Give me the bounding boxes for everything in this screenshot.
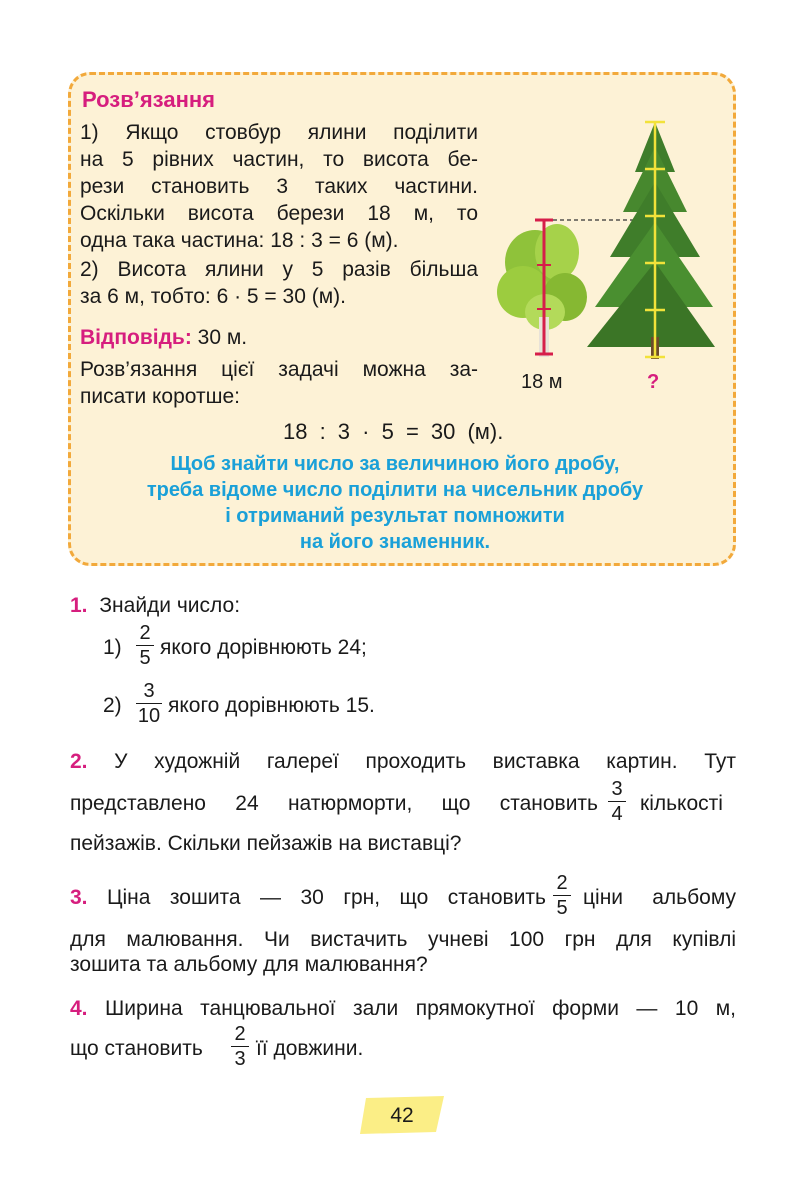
step1-line3: рези становить 3 таких частини.	[80, 175, 478, 198]
step2-line1: 2) Висота ялини у 5 разів більша	[80, 258, 478, 281]
step1-line5: одна така частина: 18 : 3 = 6 (м).	[80, 229, 399, 252]
short-intro-line1: Розв’язання цієї задачі можна за-	[80, 358, 478, 381]
step1-line2: на 5 рівних частин, то висота бе-	[80, 148, 478, 171]
spruce-tree	[587, 122, 715, 359]
fraction-bar	[608, 801, 626, 802]
birch-label: 18 м	[521, 371, 563, 393]
task2-line2a: представлено 24 натюрморти, що становить	[70, 792, 598, 815]
task1	[70, 592, 240, 620]
task2-number: 2.	[70, 750, 88, 773]
spruce-label: ?	[647, 371, 660, 393]
task4-number: 4.	[70, 997, 88, 1020]
fraction-numerator: 2	[556, 872, 568, 894]
trees-illustration	[495, 112, 715, 372]
task3-line1a-text: Ціна зошита — 30 грн, що становить	[106, 886, 546, 909]
step2-line2: за 6 м, тобто: 6 · 5 = 30 (м).	[80, 285, 346, 308]
task2-fraction	[608, 778, 626, 825]
fraction-bar	[136, 645, 154, 646]
rule-line1: Щоб знайти число за величиною його дробу,	[170, 453, 620, 475]
task3-line1b: ціни альбому	[583, 886, 736, 909]
fraction-bar	[553, 895, 571, 896]
fraction-denominator: 3	[234, 1048, 246, 1070]
task1-item2-text: якого дорівнюють 15.	[168, 694, 375, 717]
task2-line1-text: У художній галереї проходить виставка картин. Тут	[114, 750, 736, 773]
fraction-bar	[136, 703, 162, 704]
task1-item1-text: якого дорівнюють 24;	[160, 636, 367, 659]
task3-fraction	[553, 872, 571, 919]
solution-heading: Розв’язання	[82, 87, 215, 112]
task1-item2-label: 2)	[103, 694, 122, 717]
fraction-numerator: 3	[143, 680, 155, 702]
task4-line2b: її довжини.	[256, 1037, 364, 1060]
fraction-numerator: 2	[139, 622, 151, 644]
short-formula: 18 : 3 · 5 = 30 (м).	[283, 419, 504, 444]
step1-line1: 1) Якщо стовбур ялини поділити	[80, 121, 478, 144]
rule-line4: на його знаменник.	[299, 531, 491, 553]
fraction-bar	[231, 1046, 249, 1047]
task1-text: Знайди число:	[99, 594, 241, 617]
fraction-denominator: 5	[139, 647, 151, 669]
task1-number: 1.	[70, 594, 88, 617]
answer-label: Відповідь:	[80, 326, 192, 349]
answer-value: 30 м.	[197, 326, 248, 349]
task4-line1-text: Ширина танцювальної зали прямокутної форми — 10 м,	[105, 997, 736, 1020]
task4-fraction	[231, 1023, 249, 1070]
answer	[80, 324, 247, 352]
fraction-numerator: 3	[611, 778, 623, 800]
task2-line3: пейзажів. Скільки пейзажів на виставці?	[70, 832, 462, 855]
task3-line1a	[70, 884, 546, 912]
step1-line4: Оскільки висота берези 18 м, то	[80, 202, 478, 225]
task2-line1	[70, 748, 736, 776]
task3-number: 3.	[70, 886, 88, 909]
fraction-denominator: 4	[611, 803, 623, 825]
page-number: 42	[390, 1104, 414, 1127]
rule-line3: і отриманий результат помножити	[225, 505, 565, 527]
rule-line2: треба відоме число поділити на чисельник дробу	[146, 479, 644, 501]
fraction-denominator: 5	[556, 897, 568, 919]
short-intro-line2: писати коротше:	[80, 385, 240, 408]
task1-item1-fraction	[136, 622, 154, 669]
fraction-numerator: 2	[234, 1023, 246, 1045]
task3-line2: для малювання. Чи вистачить учневі 100 грн для купівлі	[70, 928, 736, 951]
fraction-denominator: 10	[137, 705, 161, 727]
task1-item1-label: 1)	[103, 636, 122, 659]
task3-line3: зошита та альбому для малювання?	[70, 953, 428, 976]
birch-tree	[497, 224, 587, 357]
task4-line1	[70, 995, 736, 1023]
task1-item2-fraction	[136, 680, 162, 727]
task2-line2b: кількості	[640, 792, 723, 815]
task4-line2a: що становить	[70, 1037, 203, 1060]
